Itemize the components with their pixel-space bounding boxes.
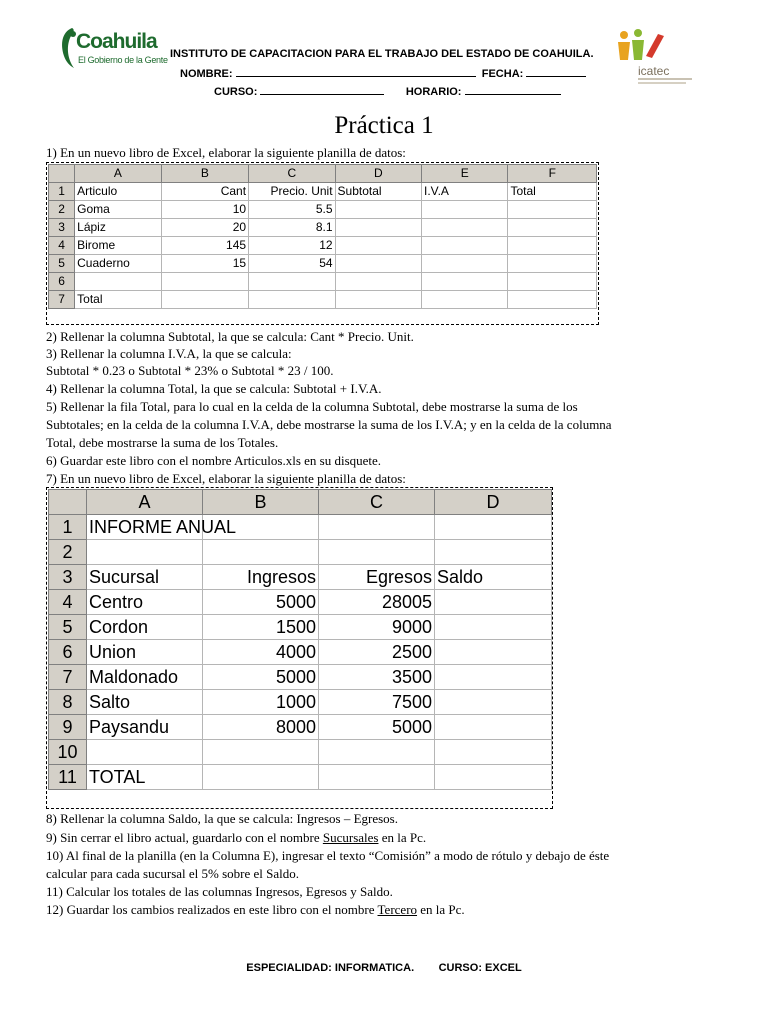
instruction-12-end: en la Pc.: [417, 902, 465, 917]
sheet1-cell-b[interactable]: [161, 291, 248, 309]
sheet2-row: [49, 590, 552, 615]
sheet2-header-row: [49, 490, 552, 515]
sheet2-row-header: 7: [49, 665, 87, 690]
sheet1-cell-d[interactable]: [335, 237, 421, 255]
sheet1-cell-c[interactable]: [249, 273, 335, 291]
instruction-6: 6) Guardar este libro con el nombre Articulos.xls en su disquete.: [46, 453, 382, 468]
instruction-3-formula: Subtotal * 0.23 o Subtotal * 23% o Subtotal * 23 / 100.: [46, 363, 334, 378]
instruction-9-end: en la Pc.: [378, 830, 427, 845]
sheet2-cell-c[interactable]: 2500: [319, 640, 435, 665]
sheet1-cell-b[interactable]: Cant: [161, 183, 248, 201]
course-row: [214, 84, 561, 98]
sheet1-cell-f[interactable]: [508, 291, 597, 309]
sheet1-col-header: F: [508, 165, 597, 183]
sheet1-cell-c[interactable]: 8.1: [249, 219, 335, 237]
sheet1-cell-e[interactable]: [422, 219, 508, 237]
instruction-12: [46, 901, 465, 918]
sheet1-row: [49, 291, 597, 309]
sheet2-cell-a[interactable]: Maldonado: [87, 665, 203, 690]
sheet1-cell-a[interactable]: Lápiz: [75, 219, 161, 237]
sheet2-row-header: 1: [49, 515, 87, 540]
schedule-field[interactable]: [465, 84, 561, 95]
sheet1-row-header: 3: [49, 219, 75, 237]
sheet2-row-header: 2: [49, 540, 87, 565]
sheet2-cell-d[interactable]: [435, 665, 552, 690]
sheet2-cell-a[interactable]: Union: [87, 640, 203, 665]
sheet1-cell-f[interactable]: [508, 255, 597, 273]
instruction-10a: 10) Al final de la planilla (en la Columna E), ingresar el texto “Comisión” a modo de rótulo y debajo de éste: [46, 848, 610, 863]
sheet2-cell-c[interactable]: 5000: [319, 715, 435, 740]
sheet1-row: [49, 255, 597, 273]
sheet1-cell-c[interactable]: Precio. Unit: [249, 183, 335, 201]
sheet2-cell-b[interactable]: 1500: [203, 615, 319, 640]
sheet1-header-row: [49, 165, 597, 183]
icatec-logo-caption-2: [638, 82, 686, 84]
footer: [0, 962, 768, 974]
sheet2-cell-d[interactable]: [435, 615, 552, 640]
sheet2-cell-a[interactable]: Centro: [87, 590, 203, 615]
sheet2-cell-a[interactable]: Salto: [87, 690, 203, 715]
instruction-12-text: 12) Guardar los cambios realizados en este libro con el nombre: [46, 902, 378, 917]
sheet1-cell-a[interactable]: [75, 273, 161, 291]
sheet2-cell-d[interactable]: [435, 540, 552, 565]
date-label: FECHA:: [481, 68, 524, 80]
institute-name: INSTITUTO DE CAPACITACION PARA EL TRABAJO DEL ESTADO DE COAHUILA.: [170, 48, 594, 60]
name-label: NOMBRE:: [180, 68, 233, 80]
sheet1-cell-a[interactable]: Birome: [75, 237, 161, 255]
sheet1-cell-e[interactable]: [422, 201, 508, 219]
instruction-9-text: 9) Sin cerrar el libro actual, guardarlo con el nombre: [46, 830, 323, 845]
instruction-5c: Total, debe mostrarse la suma de los Totales.: [46, 435, 279, 450]
sheet2-cell-b[interactable]: Ingresos: [203, 565, 319, 590]
sheet2-cell-b[interactable]: 5000: [203, 665, 319, 690]
instruction-4: 4) Rellenar la columna Total, la que se calcula: Subtotal + I.V.A.: [46, 381, 382, 396]
sheet2-row: [49, 665, 552, 690]
sheet2-cell-b[interactable]: 5000: [203, 590, 319, 615]
sheet1-row-header: 4: [49, 237, 75, 255]
sheet2-row: [49, 715, 552, 740]
sheet2-row-header: 8: [49, 690, 87, 715]
sheet2-row-header: 3: [49, 565, 87, 590]
sheet2-row: [49, 565, 552, 590]
sheet2-cell-d[interactable]: [435, 690, 552, 715]
sheet2-cell-a[interactable]: INFORME ANUAL: [87, 515, 203, 540]
sheet2-row: [49, 615, 552, 640]
sheet1-cell-c[interactable]: 54: [249, 255, 335, 273]
sheet1-cell-f[interactable]: [508, 219, 597, 237]
page-title: Práctica 1: [334, 112, 434, 139]
instruction-2: 2) Rellenar la columna Subtotal, la que se calcula: Cant * Precio. Unit.: [46, 329, 414, 344]
sheet1-cell-f[interactable]: Total: [508, 183, 597, 201]
sheet1-cell-e[interactable]: [422, 255, 508, 273]
sheet1-cell-d[interactable]: [335, 201, 421, 219]
sheet2-cell-d[interactable]: Saldo: [435, 565, 552, 590]
sheet2-cell-a[interactable]: Paysandu: [87, 715, 203, 740]
sheet2-row: [49, 740, 552, 765]
sheet2-row-header: 6: [49, 640, 87, 665]
sheet2-row: [49, 640, 552, 665]
coahuila-logo-text: Coahuila: [76, 30, 157, 53]
sheet2-cell-a[interactable]: Cordon: [87, 615, 203, 640]
sheet2-cell-b[interactable]: 8000: [203, 715, 319, 740]
sheet2-cell-c[interactable]: [319, 515, 435, 540]
sheet1-cell-e[interactable]: [422, 273, 508, 291]
sheet2-cell-d[interactable]: [435, 640, 552, 665]
sheet1-row-header: 1: [49, 183, 75, 201]
sheet1-cell-c[interactable]: 5.5: [249, 201, 335, 219]
instruction-9-filename: Sucursales: [322, 830, 379, 845]
name-field[interactable]: [236, 66, 476, 77]
sheet1-row: [49, 183, 597, 201]
coahuila-logo-subtext: El Gobierno de la Gente: [78, 55, 168, 65]
sheet1-cell-c[interactable]: [249, 291, 335, 309]
instruction-8: 8) Rellenar la columna Saldo, la que se calcula: Ingresos – Egresos.: [46, 811, 398, 826]
sheet1-cell-d[interactable]: [335, 273, 421, 291]
sheet2-cell-d[interactable]: [435, 515, 552, 540]
sheet2-cell-c[interactable]: Egresos: [319, 565, 435, 590]
instruction-5b: Subtotales; en la celda de la columna I.V.A, debe mostrarse la suma de los I.V.A; y en la celda de la columna: [46, 417, 612, 432]
instruction-3: 3) Rellenar la columna I.V.A, la que se calcula:: [46, 346, 292, 361]
sheet2-cell-a[interactable]: TOTAL: [87, 765, 203, 790]
sheet1-corner: [49, 165, 75, 183]
sheet2-row-header: 5: [49, 615, 87, 640]
sheet1-col-header: C: [249, 165, 335, 183]
instruction-10b: calcular para cada sucursal el 5% sobre el Saldo.: [46, 866, 300, 881]
sheet1-row: [49, 201, 597, 219]
sheet1-cell-e[interactable]: [422, 237, 508, 255]
sheet2-cell-b[interactable]: [203, 740, 319, 765]
schedule-label: HORARIO:: [405, 86, 462, 98]
sheet1-cell-b[interactable]: 10: [161, 201, 248, 219]
sheet2-cell-b[interactable]: [203, 765, 319, 790]
sheet1-cell-b[interactable]: 15: [161, 255, 248, 273]
sheet2-cell-c[interactable]: [319, 740, 435, 765]
name-row: [180, 66, 586, 80]
course-field[interactable]: [260, 84, 384, 95]
instruction-9: [46, 829, 426, 846]
sheet1-cell-d[interactable]: [335, 219, 421, 237]
instruction-11: 11) Calcular los totales de las columnas Ingresos, Egresos y Saldo.: [46, 884, 393, 899]
sheet2-row: [49, 765, 552, 790]
sheet2-cell-c[interactable]: 28005: [319, 590, 435, 615]
instruction-7: 7) En un nuevo libro de Excel, elaborar la siguiente planilla de datos:: [46, 471, 406, 486]
sheet2-row: [49, 515, 552, 540]
sheet2-row-header: 4: [49, 590, 87, 615]
date-field[interactable]: [526, 66, 586, 77]
sheet1-cell-f[interactable]: [508, 201, 597, 219]
instruction-5a: 5) Rellenar la fila Total, para lo cual en la celda de la columna Subtotal, debe mostrarse la suma de los: [46, 399, 578, 414]
sheet2-col-header: A: [87, 490, 203, 515]
sheet1-table: [48, 164, 597, 309]
sheet1-cell-f[interactable]: [508, 237, 597, 255]
sheet1-cell-a[interactable]: Goma: [75, 201, 161, 219]
sheet2-cell-a[interactable]: [87, 540, 203, 565]
sheet2-cell-b[interactable]: 1000: [203, 690, 319, 715]
sheet2-cell-c[interactable]: 7500: [319, 690, 435, 715]
instruction-1: 1) En un nuevo libro de Excel, elaborar la siguiente planilla de datos:: [46, 145, 406, 160]
sheet2-col-header: C: [319, 490, 435, 515]
sheet1-row: [49, 237, 597, 255]
sheet2-cell-a[interactable]: [87, 740, 203, 765]
sheet2-cell-c[interactable]: [319, 765, 435, 790]
sheet1-col-header: A: [75, 165, 161, 183]
sheet2-cell-d[interactable]: [435, 765, 552, 790]
sheet1-row: [49, 219, 597, 237]
sheet1-cell-d[interactable]: [335, 291, 421, 309]
coahuila-logo: [58, 24, 168, 74]
sheet1-row: [49, 273, 597, 291]
sheet2-col-header: D: [435, 490, 552, 515]
sheet1-cell-e[interactable]: [422, 291, 508, 309]
sheet2-cell-d[interactable]: [435, 740, 552, 765]
sheet2-cell-c[interactable]: 3500: [319, 665, 435, 690]
sheet1-cell-b[interactable]: [161, 273, 248, 291]
sheet1-cell-c[interactable]: 12: [249, 237, 335, 255]
sheet1-row-header: 2: [49, 201, 75, 219]
sheet2-table: [48, 489, 552, 790]
sheet2-row-header: 10: [49, 740, 87, 765]
sheet1-cell-f[interactable]: [508, 273, 597, 291]
sheet2-cell-d[interactable]: [435, 590, 552, 615]
sheet2-cell-d[interactable]: [435, 715, 552, 740]
sheet1-cell-b[interactable]: 20: [161, 219, 248, 237]
icatec-emblem-icon: [612, 26, 672, 66]
sheet1-col-header: B: [161, 165, 248, 183]
sheet2-corner: [49, 490, 87, 515]
sheet2-cell-a[interactable]: Sucursal: [87, 565, 203, 590]
course-label: CURSO:: [214, 86, 258, 98]
sheet1-col-header: D: [335, 165, 421, 183]
icatec-logo-caption: [638, 78, 692, 80]
sheet1-cell-a[interactable]: Cuaderno: [75, 255, 161, 273]
sheet1-cell-a[interactable]: Articulo: [75, 183, 161, 201]
sheet1-row-header: 7: [49, 291, 75, 309]
sheet2-row-header: 9: [49, 715, 87, 740]
sheet2-cell-b[interactable]: 4000: [203, 640, 319, 665]
sheet1-cell-d[interactable]: [335, 255, 421, 273]
icatec-logo: [612, 26, 694, 92]
sheet2-cell-b[interactable]: [203, 540, 319, 565]
sheet2-cell-c[interactable]: 9000: [319, 615, 435, 640]
sheet1-row-header: 6: [49, 273, 75, 291]
icatec-logo-text: icatec: [638, 64, 670, 78]
sheet2-col-header: B: [203, 490, 319, 515]
sheet2-row: [49, 690, 552, 715]
sheet1-cell-a[interactable]: Total: [75, 291, 161, 309]
sheet1-row-header: 5: [49, 255, 75, 273]
sheet1-cell-d[interactable]: Subtotal: [335, 183, 421, 201]
footer-specialty: ESPECIALIDAD: INFORMATICA.: [246, 962, 415, 974]
sheet2-cell-c[interactable]: [319, 540, 435, 565]
footer-course: CURSO: EXCEL: [438, 962, 522, 974]
sheet1-col-header: E: [422, 165, 508, 183]
sheet2-row-header: 11: [49, 765, 87, 790]
sheet1-cell-b[interactable]: 145: [161, 237, 248, 255]
sheet2-row: [49, 540, 552, 565]
instruction-12-filename: Tercero: [377, 902, 418, 917]
sheet1-cell-e[interactable]: I.V.A: [422, 183, 508, 201]
